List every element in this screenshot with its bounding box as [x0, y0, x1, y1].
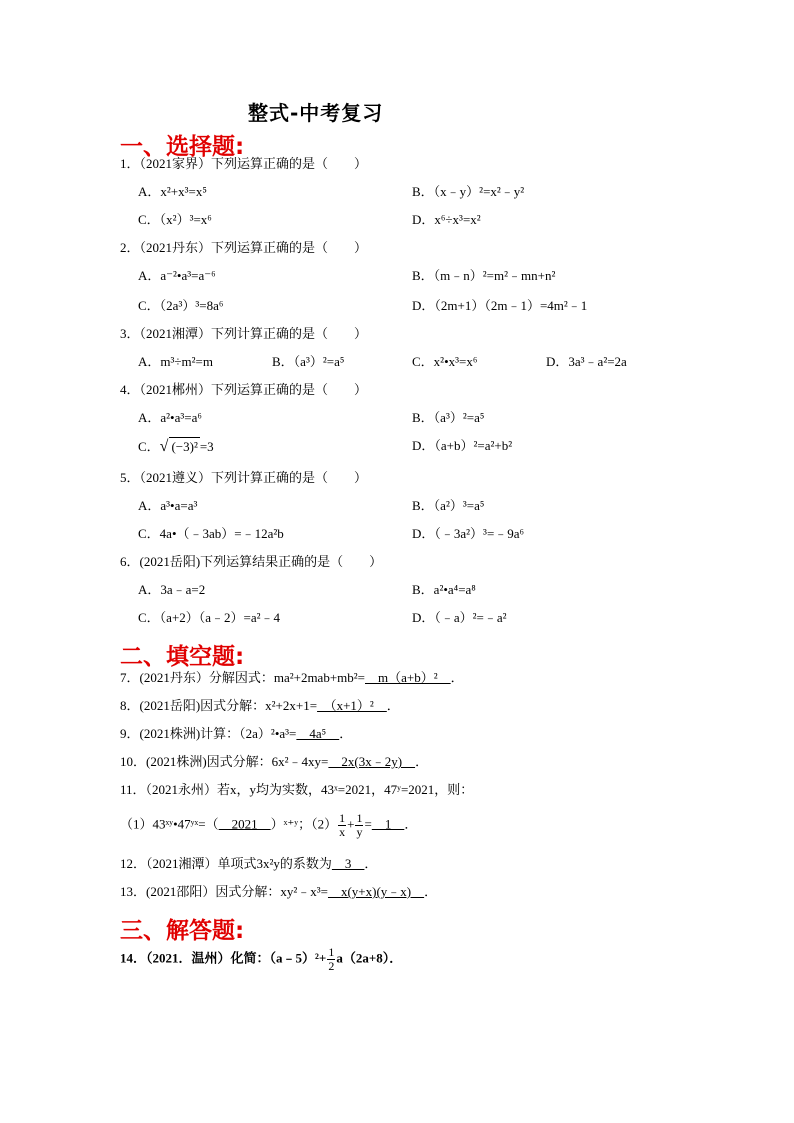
question-2-option-d: D．（2m+1）（2m﹣1）=4m²﹣1	[412, 298, 588, 313]
question-13	[120, 883, 437, 901]
question-3-option-c: C．x²•x³=x⁶	[412, 354, 478, 369]
question-4-stem: 4．（2021郴州）下列运算正确的是（ ）	[120, 382, 368, 397]
question-1-option-d: D．x⁶÷x³=x²	[412, 212, 481, 227]
fraction-denominator: y	[356, 825, 363, 839]
section-heading-solve: 三、解答题:	[120, 918, 245, 944]
question-10-stem: 10．(2021株洲)因式分解：6x²﹣4xy=	[120, 754, 329, 769]
question-4-option-c-prefix: C．	[138, 439, 160, 454]
question-11-part1: （1）43ˣʸ•47ʸˣ=（	[120, 816, 219, 832]
question-12-answer: 3	[331, 856, 365, 871]
question-11-part2-prefix: ）ˣ⁺ʸ；（2）	[270, 816, 338, 832]
question-9-stem: 9．(2021株洲)计算：（2a）²•a³=	[120, 726, 297, 741]
question-11-part2-answer: 1	[371, 816, 405, 832]
question-5-option-c: C．4a•（﹣3ab）=﹣12a²b	[138, 526, 284, 541]
question-4-option-c-result: =3	[199, 439, 214, 454]
question-8-answer: （x+1）²	[317, 698, 387, 713]
question-1-option-c: C．（x²）³=x⁶	[138, 212, 212, 227]
question-5-option-a: A．a³•a=a³	[138, 498, 198, 513]
question-10-answer: 2x(3x﹣2y)	[328, 754, 416, 769]
fraction-1-over-2	[327, 946, 335, 973]
question-1-option-b: B．（x﹣y）²=x²﹣y²	[412, 184, 525, 199]
equals-sign: =	[364, 816, 372, 832]
question-6-option-b: B．a²•a⁴=a⁸	[412, 582, 476, 597]
question-4-option-a: A．a²•a³=a⁶	[138, 410, 202, 425]
sqrt-radicand: (−3)²	[171, 439, 198, 454]
question-12-end: ．	[364, 856, 378, 871]
fraction-denominator: 2	[328, 959, 335, 973]
question-14-stem: 14．（2021．温州）化简：（a﹣5）²+	[120, 950, 327, 966]
question-11-end: ．	[404, 816, 418, 832]
question-11-part1-answer: 2021	[218, 816, 271, 832]
question-5-option-d: D．（﹣3a²）³=﹣9a⁶	[412, 526, 525, 541]
fraction-1-over-x	[338, 812, 346, 839]
question-13-stem: 13．(2021邵阳）因式分解：xy²﹣x³=	[120, 884, 328, 899]
page-title: 整式-中考复习	[248, 101, 384, 125]
question-6-option-a: A．3a﹣a=2	[138, 582, 206, 597]
question-9-answer: 4a⁵	[296, 726, 340, 741]
question-7-stem: 7．(2021丹东）分解因式：ma²+2mab+mb²=	[120, 670, 365, 685]
question-14	[120, 946, 402, 973]
question-6-option-c: C．（a+2）（a﹣2）=a²﹣4	[138, 610, 281, 625]
question-10	[120, 753, 428, 771]
question-9	[120, 725, 352, 743]
question-12-stem: 12．（2021湘潭）单项式3x²y的系数为	[120, 856, 332, 871]
fraction-numerator: 1	[339, 811, 346, 825]
section-heading-choice: 一、选择题:	[120, 134, 245, 160]
question-6-stem: 6．(2021岳阳)下列运算结果正确的是（ ）	[120, 554, 383, 569]
question-5-option-b: B．（a²）³=a⁵	[412, 498, 485, 513]
question-7-end: ．	[450, 670, 464, 685]
question-4-option-c	[138, 437, 214, 456]
question-2-option-b: B．（m﹣n）²=m²﹣mn+n²	[412, 268, 556, 283]
question-8-stem: 8．(2021岳阳)因式分解：x²+2x+1=	[120, 698, 318, 713]
question-13-end: ．	[424, 884, 438, 899]
question-7	[120, 669, 464, 687]
question-14-rest: a（2a+8）．	[336, 950, 403, 966]
plus-sign: +	[347, 816, 355, 832]
question-2-option-c: C．（2a³）³=8a⁶	[138, 298, 224, 313]
question-3-option-d: D．3a³﹣a²=2a	[546, 354, 627, 369]
question-11-parts	[120, 812, 417, 839]
fraction-numerator: 1	[356, 811, 363, 825]
question-1-option-a: A．x²+x³=x⁵	[138, 184, 207, 199]
question-4-option-d: D．（a+b）²=a²+b²	[412, 438, 513, 453]
sqrt-radical-icon: √	[159, 438, 169, 455]
question-10-end: ．	[415, 754, 429, 769]
question-2-option-a: A．a⁻²•a³=a⁻⁶	[138, 268, 216, 283]
question-3-stem: 3．（2021湘潭）下列计算正确的是（ ）	[120, 326, 368, 341]
question-13-answer: x(y+x)(y﹣x)	[327, 884, 425, 899]
question-6-option-d: D．（﹣a）²=﹣a²	[412, 610, 507, 625]
question-9-end: ．	[339, 726, 353, 741]
question-5-stem: 5．（2021遵义）下列计算正确的是（ ）	[120, 470, 368, 485]
question-8	[120, 697, 400, 715]
question-4-option-b: B．（a³）²=a⁵	[412, 410, 485, 425]
question-12	[120, 855, 377, 873]
question-2-stem: 2．（2021丹东）下列运算正确的是（ ）	[120, 240, 368, 255]
section-heading-fill-blank: 二、填空题:	[120, 644, 245, 670]
question-3-option-a: A．m³÷m²=m	[138, 354, 213, 369]
fraction-numerator: 1	[328, 945, 335, 959]
fraction-denominator: x	[339, 825, 346, 839]
question-1-stem: 1．（2021家界）下列运算正确的是（ ）	[120, 156, 368, 171]
question-3-option-b: B．（a³）²=a⁵	[272, 354, 345, 369]
question-8-end: ．	[386, 698, 400, 713]
question-11-stem: 11．（2021永州）若x，y均为实数，43ˣ=2021，47ʸ=2021，则：	[120, 782, 474, 797]
fraction-1-over-y	[355, 812, 363, 839]
question-7-answer: m（a+b）²	[365, 670, 451, 685]
